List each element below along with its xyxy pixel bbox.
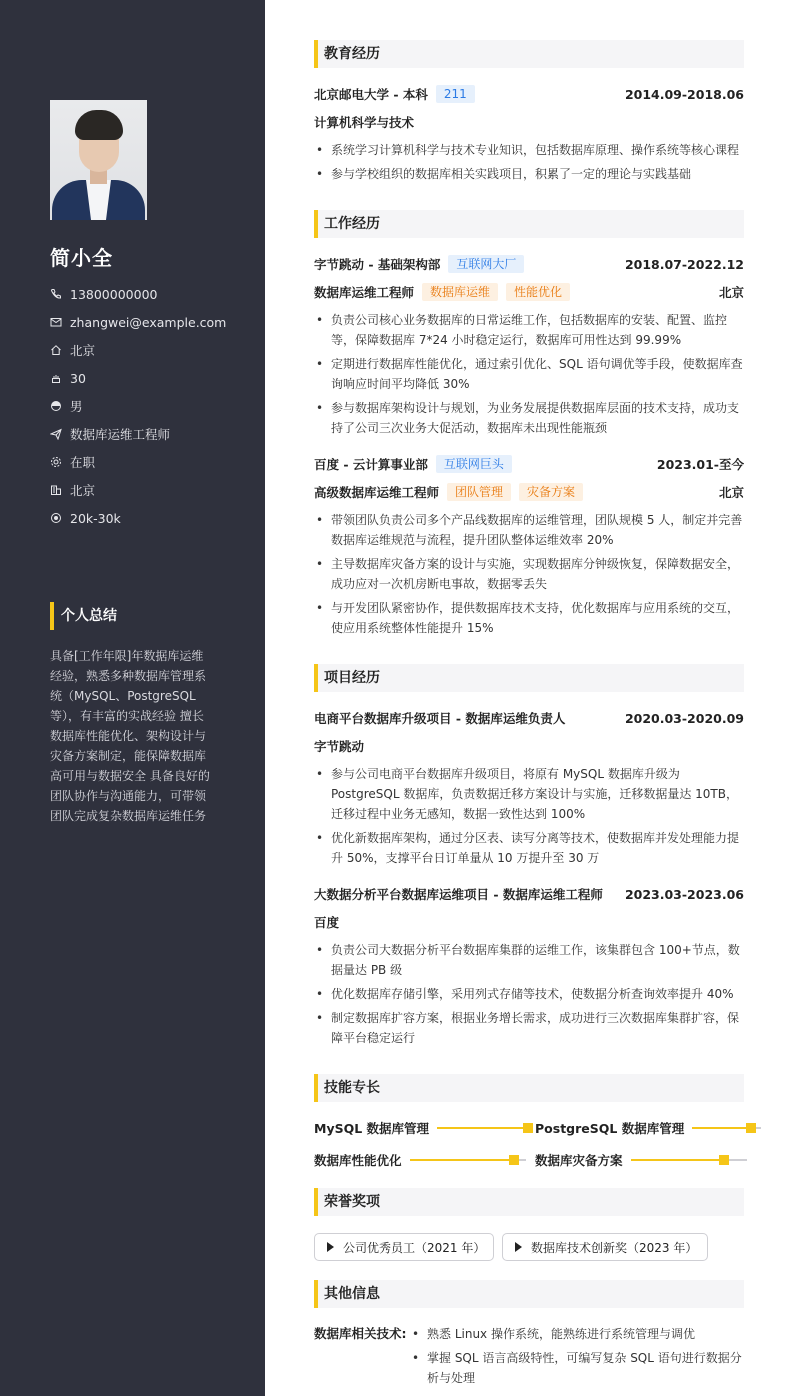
- award-text: 数据库技术创新奖（2023 年）: [531, 1240, 698, 1255]
- info-gender-text: 男: [70, 399, 83, 414]
- profile-name: 简小全: [50, 246, 113, 270]
- info-salary-text: 20k-30k: [70, 510, 121, 526]
- info-phone: [50, 280, 250, 308]
- info-salary: [50, 504, 250, 532]
- project-org: 百度: [314, 915, 340, 930]
- project-date: 2023.03-2023.06: [624, 886, 744, 902]
- salary-icon: [50, 512, 62, 524]
- project-date: 2020.03-2020.09: [624, 710, 744, 726]
- other-label: 数据库相关技术:: [314, 1326, 407, 1341]
- project-org: 字节跳动: [314, 739, 365, 754]
- company-tag: 互联网大厂: [448, 255, 524, 273]
- section-title-awards: 荣誉奖项: [314, 1188, 744, 1216]
- list-item: • 定期进行数据库性能优化，通过索引优化、SQL 语句调优等手段，使数据库查询响应时间平均降低 30%: [314, 354, 744, 394]
- education-header: [314, 84, 744, 104]
- home-icon: [50, 344, 62, 356]
- sidebar: [0, 0, 265, 1396]
- info-age-text: 30: [70, 370, 86, 386]
- list-item: • 熟悉 Linux 操作系统，能熟练进行系统管理与调优: [410, 1324, 744, 1344]
- award-item: [502, 1233, 708, 1261]
- skill-name: 数据库性能优化: [314, 1153, 402, 1168]
- role-tag: 灾备方案: [519, 483, 583, 501]
- position-icon: [50, 428, 62, 440]
- job-date: 2018.07-2022.12: [624, 256, 744, 272]
- info-phone-text: 13800000000: [70, 286, 158, 302]
- role-tag: 性能优化: [506, 283, 570, 301]
- info-position-text: 数据库运维工程师: [70, 427, 171, 442]
- job-company: 百度 - 云计算事业部: [314, 457, 428, 472]
- skill-item: [535, 1150, 747, 1170]
- info-city-text: 北京: [70, 483, 96, 498]
- info-home-text: 北京: [70, 343, 96, 358]
- age-icon: [50, 372, 62, 384]
- list-item: • 掌握 SQL 语言高级特性，可编写复杂 SQL 语句进行数据分析与处理: [410, 1348, 744, 1388]
- skill-name: PostgreSQL 数据库管理: [535, 1121, 685, 1136]
- job-role: 数据库运维工程师: [314, 285, 415, 300]
- list-item: • 负责公司大数据分析平台数据库集群的运维工作，该集群包含 100+节点，数据量达 PB 级: [314, 940, 744, 980]
- info-gender: [50, 392, 250, 420]
- email-icon: [50, 316, 62, 328]
- skill-name: 数据库灾备方案: [535, 1153, 623, 1168]
- education-date: 2014.09-2018.06: [624, 86, 744, 102]
- project-name: 大数据分析平台数据库运维项目 - 数据库运维工程师: [314, 887, 603, 902]
- info-status-text: 在职: [70, 455, 96, 470]
- phone-icon: [50, 288, 62, 300]
- info-home: [50, 336, 250, 364]
- award-text: 公司优秀员工（2021 年）: [343, 1240, 486, 1255]
- skill-name: MySQL 数据库管理: [314, 1121, 430, 1136]
- job-date: 2023.01-至今: [656, 457, 744, 472]
- project-org-row: [314, 736, 744, 756]
- list-item: • 主导数据库灾备方案的设计与实施，实现数据库分钟级恢复，保障数据安全，成功应对一次机房断电事故，数据零丢失: [314, 554, 744, 594]
- job-city: 北京: [718, 485, 744, 500]
- school-tag: 211: [436, 85, 475, 103]
- info-city: [50, 476, 250, 504]
- section-title-skills: 技能专长: [314, 1074, 744, 1102]
- job-role-row: [314, 282, 744, 302]
- skill-level-bar: [410, 1159, 526, 1161]
- job-header: [314, 254, 744, 274]
- job-city: 北京: [718, 285, 744, 300]
- list-item: • 优化新数据库架构，通过分区表、读写分离等技术，使数据库并发处理能力提升 50%，支撑平台日订单量从 10 万提升至 30 万: [314, 828, 744, 868]
- list-item: • 参与学校组织的数据库相关实践项目，积累了一定的理论与实践基础: [314, 164, 744, 184]
- project-org-row: [314, 912, 744, 932]
- section-title-projects: 项目经历: [314, 664, 744, 692]
- summary-text: 具备[工作年限]年数据库运维经验，熟悉多种数据库管理系统（MySQL、PostgreSQL等），有丰富的实战经验 擅长数据库性能优化、架构设计与灾备方案制定，能保障数据库高可用与数据安全 具备良好的团队协作与沟通能力，可带领团队完成复杂数据库运维任务: [50, 649, 210, 823]
- education-major-row: [314, 112, 744, 132]
- school-name: 北京邮电大学 - 本科: [314, 87, 428, 102]
- skill-item: [314, 1118, 533, 1138]
- list-item: • 参与数据库架构设计与规划，为业务发展提供数据库层面的技术支持，成功支持了公司三次业务大促活动，数据库未出现性能瓶颈: [314, 398, 744, 438]
- education-major: 计算机科学与技术: [314, 115, 415, 130]
- status-icon: [50, 456, 62, 468]
- section-title-education: 教育经历: [314, 40, 744, 68]
- role-tag: 数据库运维: [422, 283, 498, 301]
- avatar-photo: [50, 100, 147, 220]
- info-email-text: zhangwei@example.com: [70, 314, 227, 330]
- list-item: • 负责公司核心业务数据库的日常运维工作，包括数据库的安装、配置、监控等，保障数据库 7*24 小时稳定运行，数据库可用性达到 99.99%: [314, 310, 744, 350]
- award-item: [314, 1233, 494, 1261]
- play-icon: [327, 1242, 334, 1252]
- info-status: [50, 448, 250, 476]
- section-title-work: 工作经历: [314, 210, 744, 238]
- role-tag: 团队管理: [447, 483, 511, 501]
- job-role: 高级数据库运维工程师: [314, 485, 440, 500]
- info-age: [50, 364, 250, 392]
- company-tag: 互联网巨头: [436, 455, 512, 473]
- contact-info-list: [50, 280, 250, 532]
- job-role-row: [314, 482, 744, 502]
- summary-title: 个人总结: [50, 602, 117, 630]
- project-name: 电商平台数据库升级项目 - 数据库运维负责人: [314, 711, 566, 726]
- skill-item: [314, 1150, 526, 1170]
- job-company: 字节跳动 - 基础架构部: [314, 257, 441, 272]
- city-icon: [50, 484, 62, 496]
- info-email: [50, 308, 250, 336]
- play-icon: [515, 1242, 522, 1252]
- info-position: [50, 420, 250, 448]
- list-item: • 优化数据库存储引擎，采用列式存储等技术，使数据分析查询效率提升 40%: [314, 984, 744, 1004]
- section-title-other: 其他信息: [314, 1280, 744, 1308]
- project-header: [314, 708, 744, 728]
- gender-icon: [50, 400, 62, 412]
- project-header: [314, 884, 744, 904]
- skill-level-bar: [692, 1127, 761, 1129]
- skill-level-bar: [437, 1127, 533, 1129]
- list-item: • 与开发团队紧密协作，提供数据库技术支持，优化数据库与应用系统的交互，使应用系统整体性能提升 15%: [314, 598, 744, 638]
- list-item: • 带领团队负责公司多个产品线数据库的运维管理，团队规模 5 人，制定并完善数据库运维规范与流程，提升团队整体运维效率 20%: [314, 510, 744, 550]
- skill-item: [535, 1118, 761, 1138]
- list-item: • 制定数据库扩容方案，根据业务增长需求，成功进行三次数据库集群扩容，保障平台稳定运行: [314, 1008, 744, 1048]
- list-item: • 参与公司电商平台数据库升级项目，将原有 MySQL 数据库升级为 PostgreSQL 数据库，负责数据迁移方案设计与实施，迁移数据量达 10TB，迁移过程中业务无感知，数据一致性达到 100%: [314, 764, 744, 824]
- skill-level-bar: [631, 1159, 747, 1161]
- list-item: • 系统学习计算机科学与技术专业知识，包括数据库原理、操作系统等核心课程: [314, 140, 744, 160]
- job-header: [314, 454, 744, 474]
